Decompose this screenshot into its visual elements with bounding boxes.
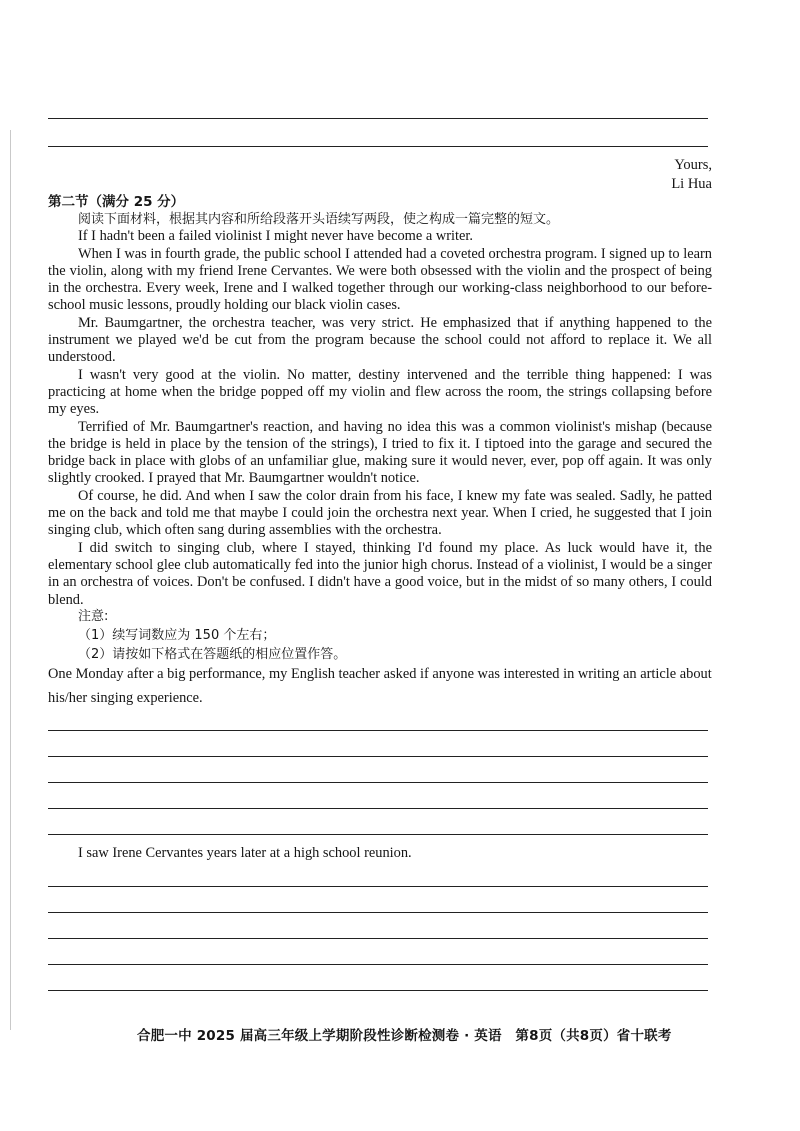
- page-footer: 合肥一中 2025 届高三年级上学期阶段性诊断检测卷 · 英语 第8页（共8页）省十联考: [137, 1028, 672, 1044]
- answer-line: [48, 756, 708, 757]
- passage-paragraph: If I hadn't been a failed violinist I might never have become a writer.: [78, 228, 473, 245]
- paragraph1-opening: One Monday after a big performance, my English teacher asked if anyone was interested in writing an article about his/her singing experience.: [48, 666, 712, 706]
- writing-line: [48, 118, 708, 119]
- answer-line: [48, 938, 708, 939]
- notes-block: [78, 607, 346, 664]
- section-title: 第二节（满分 25 分）: [48, 194, 185, 210]
- answer-line: [48, 990, 708, 991]
- answer-line: [48, 808, 708, 809]
- answer-line: [48, 964, 708, 965]
- writing-line: [48, 146, 708, 147]
- paragraph2-opening: I saw Irene Cervantes years later at a high school reunion.: [78, 845, 412, 861]
- section-instruction: 阅读下面材料，根据其内容和所给段落开头语续写两段，使之构成一篇完整的短文。: [78, 212, 560, 227]
- closing-salutation: Yours,: [674, 157, 712, 173]
- passage-paragraph: When I was in fourth grade, the public school I attended had a coveted orchestra program. I signed up to learn the violin, along with my friend Irene Cervantes. We were both obsessed with the violin and the prospect of being in the orchestra. Every week, Irene and I walked together through our working-class neighborhood to our before-school music lessons, proudly holding our black violin cases.: [48, 245, 712, 314]
- closing-name: Li Hua: [671, 176, 712, 192]
- letter-closing: [671, 156, 712, 194]
- note-item: （1）续写词数应为 150 个左右；: [78, 628, 276, 643]
- passage-paragraph: I wasn't very good at the violin. No matter, destiny intervened and the terrible thing happened: I was practicing at home when the bridge popped off my violin and flew across the room, the strings collapsing before my eyes.: [48, 366, 712, 418]
- passage-paragraph: Mr. Baumgartner, the orchestra teacher, was very strict. He emphasized that if anything happened to the instrument we played we'd be cut from the program because the school could not afford to replace it. We all understood.: [48, 314, 712, 366]
- passage-paragraph: Terrified of Mr. Baumgartner's reaction, and having no idea this was a common violinist's mishap (because the bridge is held in place by the tension of the strings), I tried to fix it. I tiptoed into the garage and secured the bridge back in place with globs of an unfamiliar glue, making sure it would never, ever, pop off again. It was only slightly crooked. I prayed that Mr. Baumgartner wouldn't notice.: [48, 418, 712, 487]
- passage-paragraph: I did switch to singing club, where I stayed, thinking I'd found my place. As luck would have it, the elementary school glee club automatically fed into the junior high chorus. Instead of a violinist, I would be a singer in an orchestra of voices. Don't be confused. I didn't have a good voice, but in the midst of so many others, I could blend.: [48, 539, 712, 608]
- scan-margin-line: [10, 130, 11, 1030]
- answer-line: [48, 834, 708, 835]
- passage-paragraph: Of course, he did. And when I saw the color drain from his face, I knew my fate was sealed. Sadly, he patted me on the back and told me that maybe I could join the orchestra next year. When I cried, he suggested that I join singing club, which often sang during assemblies with the orchestra.: [48, 487, 712, 539]
- answer-line: [48, 730, 708, 731]
- answer-line: [48, 886, 708, 887]
- reading-passage: [48, 211, 712, 609]
- notes-label: 注意:: [78, 609, 109, 624]
- answer-line: [48, 782, 708, 783]
- answer-line: [48, 912, 708, 913]
- note-item: （2）请按如下格式在答题纸的相应位置作答。: [78, 647, 347, 662]
